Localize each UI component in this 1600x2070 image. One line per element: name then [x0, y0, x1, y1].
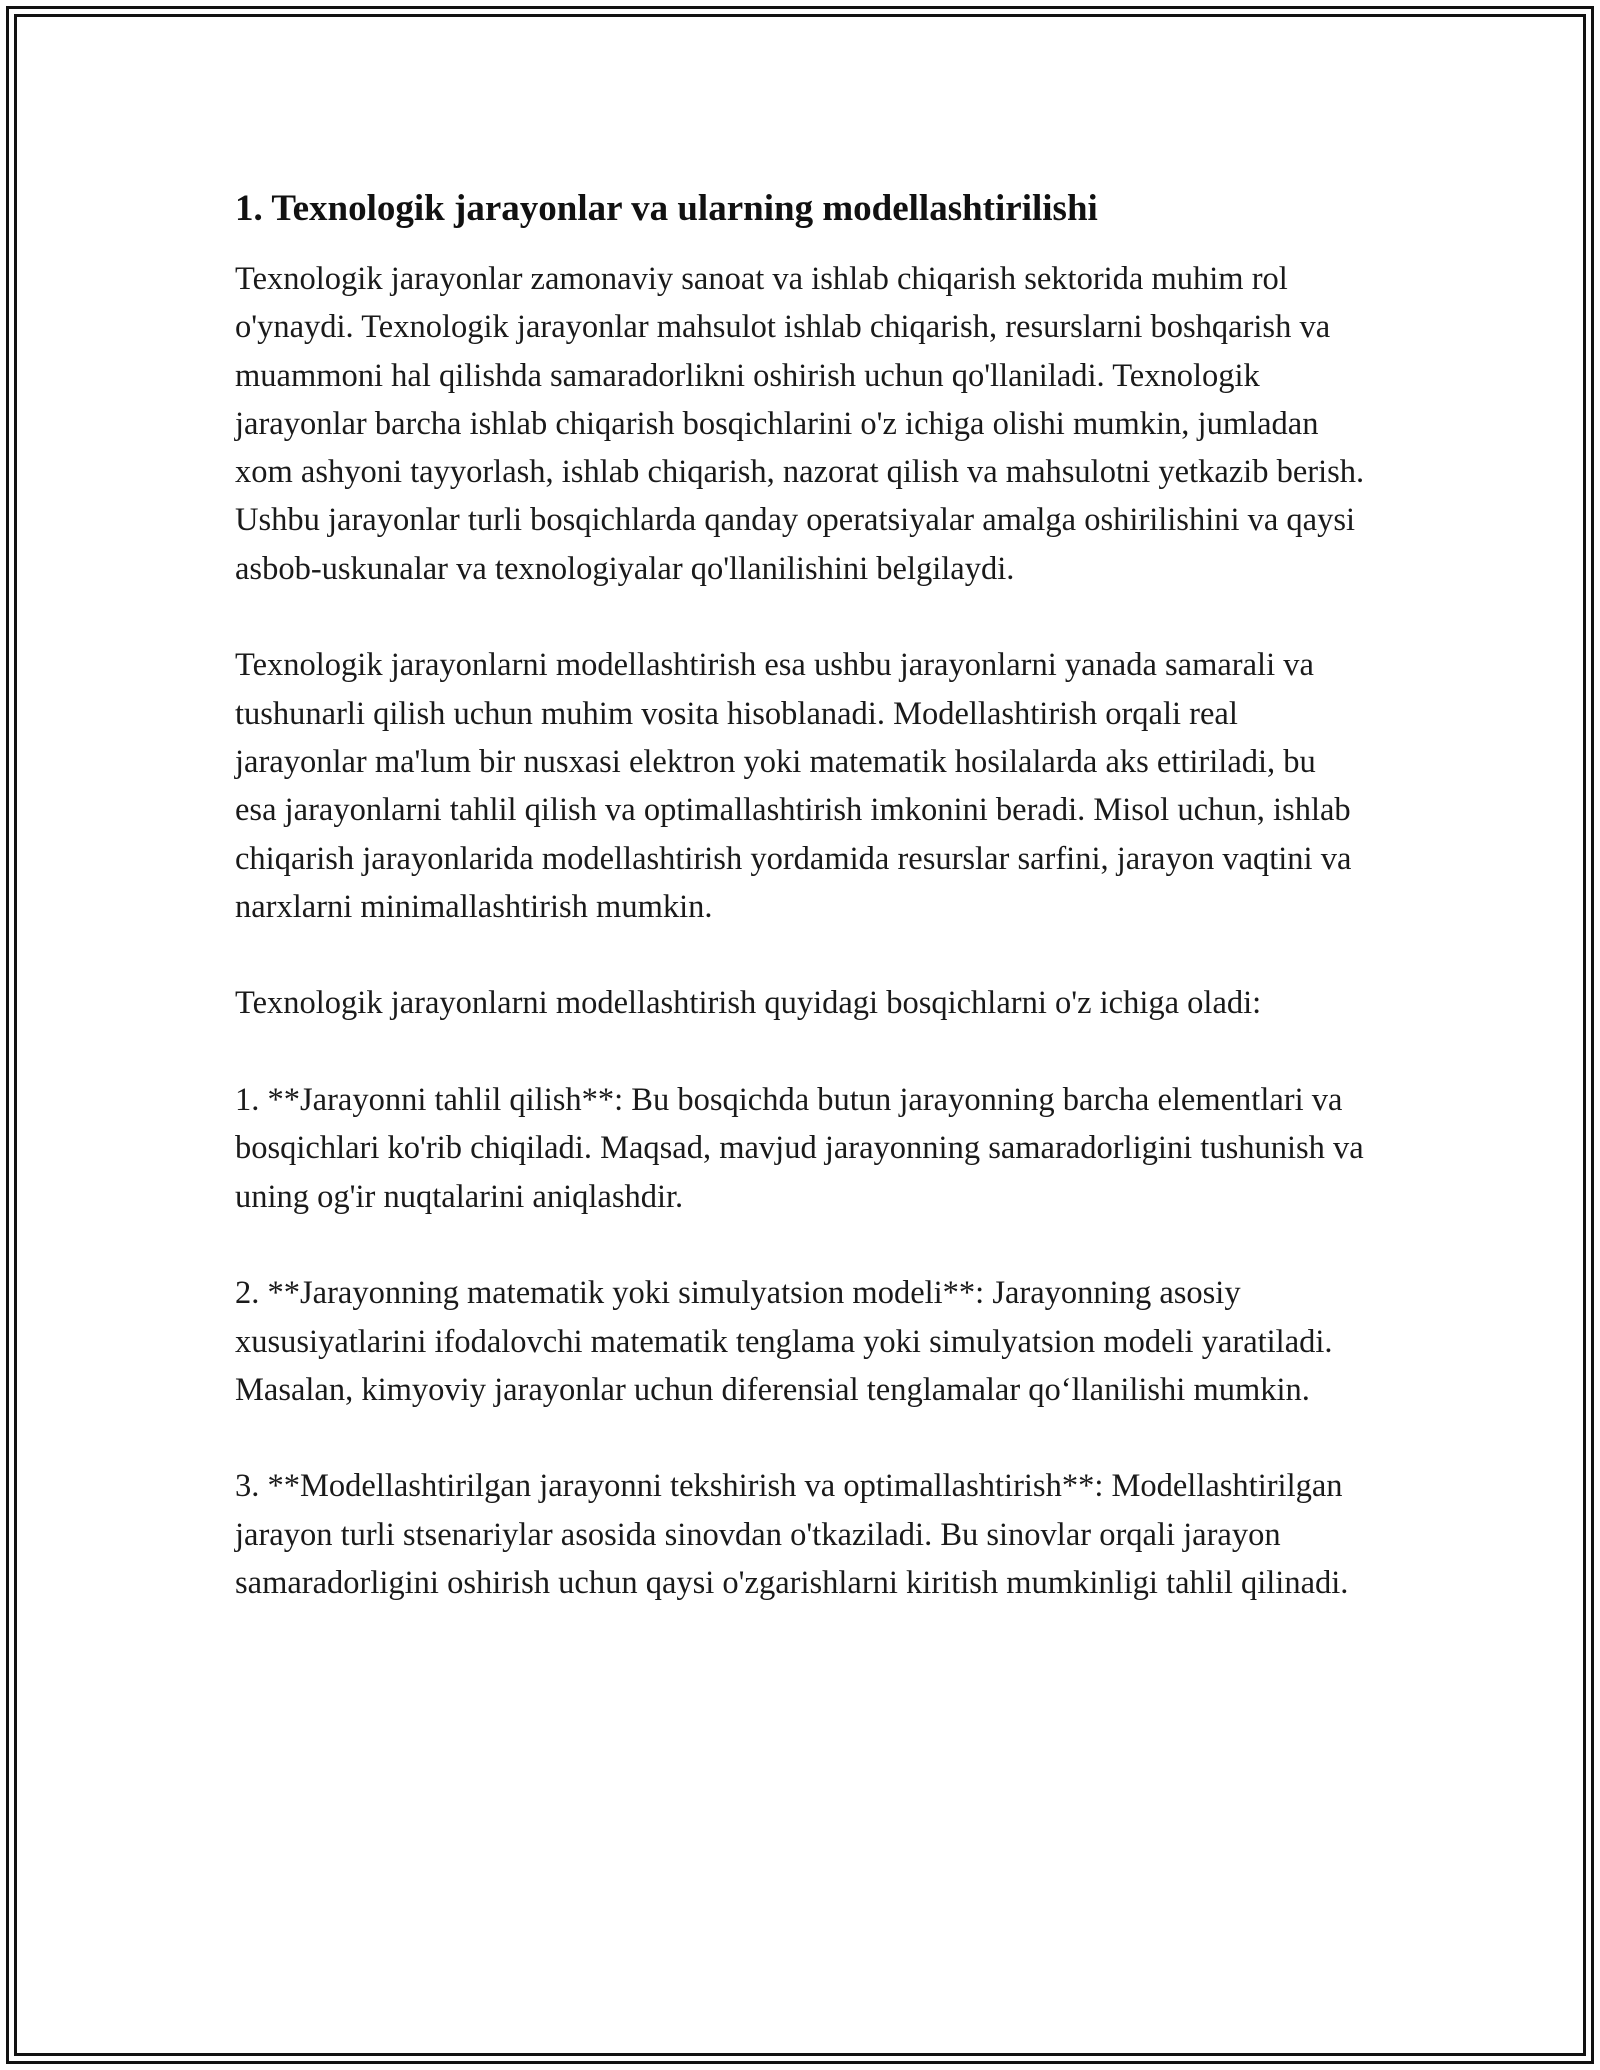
- list-item-stage-1: 1. **Jarayonni tahlil qilish**: Bu bosqichda butun jarayonning barcha elementlari va bosqichlari ko'rib chiqiladi. Maqsad, mavjud jarayonning samaradorligini tushunish va uning og'ir nuqtalarini aniqlashdir.: [235, 1082, 1364, 1215]
- list-item-stage-3: 3. **Modellashtirilgan jarayonni tekshirish va optimallashtirish**: Modellashtirilgan jarayon turli stsenariylar asosida sinovdan o'tkaziladi. Bu sinovlar orqali jarayon samaradorligini oshirish uchun qaysi o'zgarishlarni kiritish mumkinligi tahlil qilinadi.: [235, 1468, 1349, 1602]
- paragraph-stages-intro: Texnologik jarayonlarni modellashtirish quyidagi bosqichlarni o'z ichiga oladi:: [235, 985, 1262, 1022]
- paragraph-intro: Texnologik jarayonlar zamonaviy sanoat va ishlab chiqarish sektorida muhim rol o'ynaydi. Texnologik jarayonlar mahsulot ishlab chiqarish, resurslarni boshqarish va muammoni hal qilishda samaradorlikni oshirish uchun qo'llaniladi. Texnologik jarayonlar barcha ishlab chiqarish bosqichlarini o'z ichiga olishi mumkin, jumladan xom ashyoni tayyorlash, ishlab chiqarish, nazorat qilish va mahsulotni yetkazib berish. Ushbu jarayonlar turli bosqichlarda qanday operatsiyalar amalga oshirilishini va qaysi asbob-uskunalar va texnologiyalar qo'llanilishini belgilaydi.: [235, 261, 1365, 587]
- document-title: 1. Texnologik jarayonlar va ularning modellashtirilishi: [235, 188, 1098, 229]
- document-body: [235, 185, 1365, 1607]
- list-item-stage-2: 2. **Jarayonning matematik yoki simulyatsion modeli**: Jarayonning asosiy xususiyatlarini ifodalovchi matematik tenglama yoki simulyatsion modeli yaratiladi. Masalan, kimyoviy jarayonlar uchun diferensial tenglamalar qo‘llanilishi mumkin.: [235, 1275, 1333, 1408]
- paragraph-modelling: Texnologik jarayonlarni modellashtirish esa ushbu jarayonlarni yanada samarali va tushunarli qilish uchun muhim vosita hisoblanadi. Modellashtirish orqali real jarayonlar ma'lum bir nusxasi elektron yoki matematik hosilalarda aks ettiriladi, bu esa jarayonlarni tahlil qilish va optimallashtirish imkonini beradi. Misol uchun, ishlab chiqarish jarayonlarida modellashtirish yordamida resurslar sarfini, jarayon vaqtini va narxlarni minimallashtirish mumkin.: [235, 647, 1352, 925]
